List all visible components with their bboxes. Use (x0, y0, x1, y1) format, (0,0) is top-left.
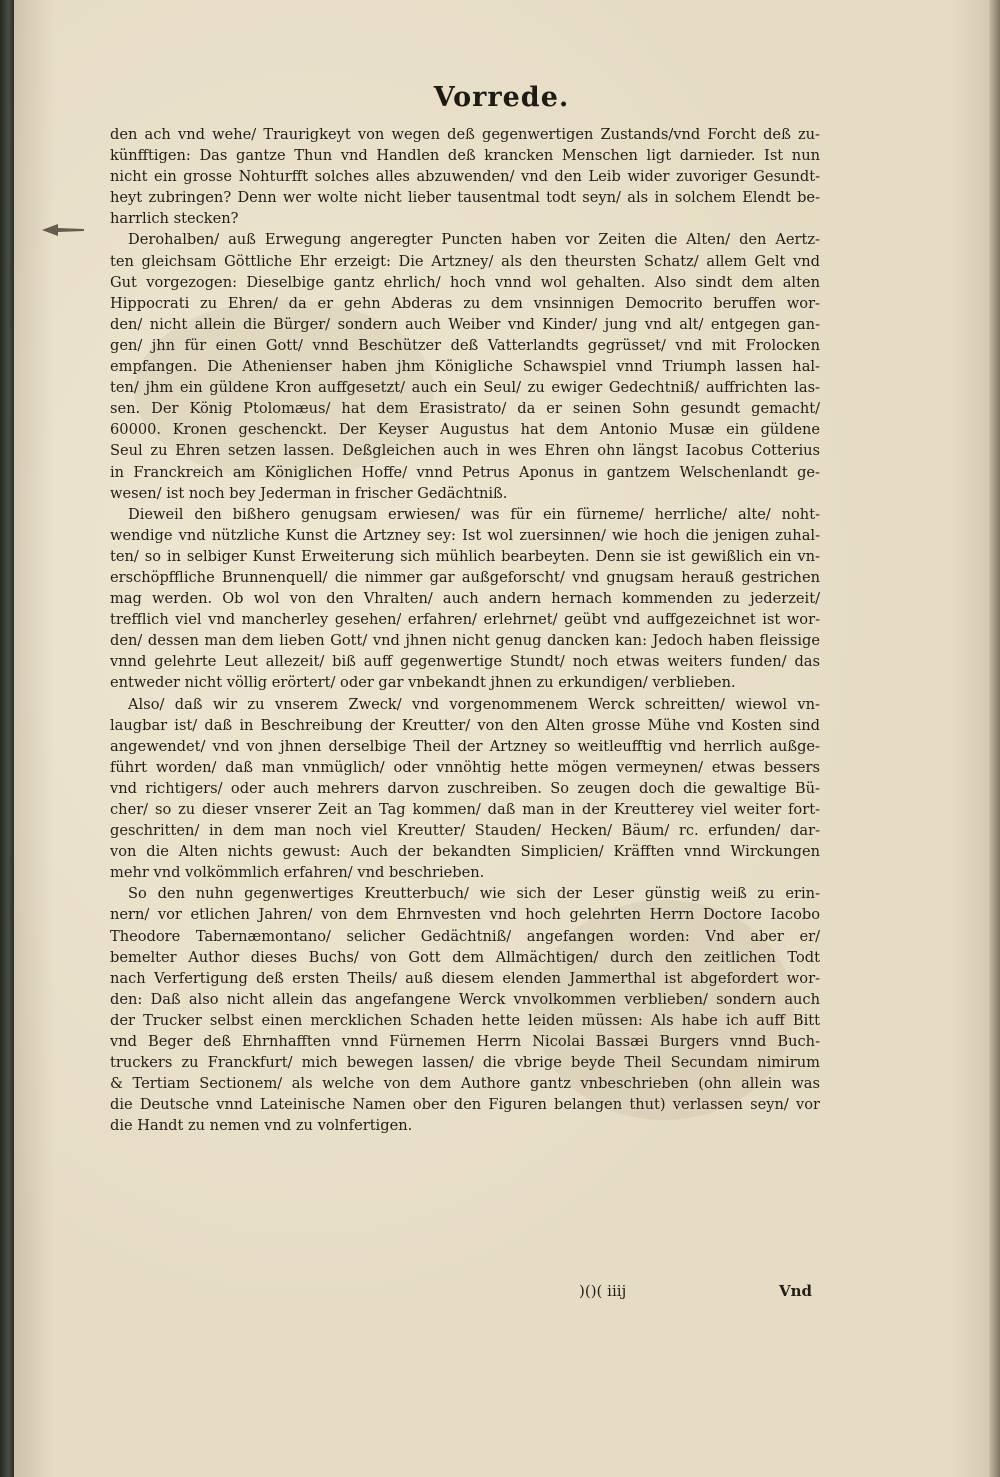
text-line: die Handt zu nemen vnd zu volnfertigen. (110, 1117, 413, 1135)
text-line: den ach vnd wehe/ Traurigkeyt von wegen deß gegenwertigen Zustands/vnd Forcht deß zu- (110, 126, 820, 143)
text-line: führt worden/ daß man vnmüglich/ oder vnnöhtig hette mögen vermeynen/ etwas bessers (110, 758, 820, 776)
text-line: mag werden. Ob wol von den Vhralten/ auch andern hernach kommenden zu jederzeit/ (110, 590, 820, 608)
text-line: harrlich stecken? (110, 210, 239, 228)
text-line: künfftigen: Das gantze Thun vnd Handlen deß krancken Menschen ligt darnieder. Ist nun (110, 147, 820, 165)
text-line: ten/ jhm ein güldene Kron auffgesetzt/ auch ein Seul/ zu ewiger Gedechtniß/ auffrichten las- (110, 379, 820, 397)
text-line: ten/ so in selbiger Kunst Erweiterung sich mühlich bearbeyten. Denn sie ist gewißlich ein vn- (110, 547, 820, 565)
text-line: bemelter Author dieses Buchs/ von Gott dem Allmächtigen/ durch den zeitlichen Todt (110, 948, 820, 966)
page-footer (14, 1282, 989, 1306)
catchword: Vnd (779, 1282, 813, 1300)
text-line: trefflich viel vnd mancherley gesehen/ erfahren/ erlehrnet/ geübt vnd auffgezeichnet ist wor- (110, 611, 820, 629)
text-line: wesen/ ist noch bey Jederman in frischer Gedächtniß. (110, 484, 508, 502)
text-line: laugbar ist/ daß in Beschreibung der Kreutter/ von den Alten grosse Mühe vnd Kosten sind (110, 716, 820, 734)
text-line: Hippocrati zu Ehren/ da er gehn Abderas zu dem vnsinnigen Democrito beruffen wor- (110, 294, 820, 312)
text-line: vnnd gelehrte Leut allezeit/ biß auff gegenwertige Stundt/ noch etwas weiters funden/ das (110, 653, 820, 671)
signature-mark: )()( iiij (579, 1282, 627, 1300)
book-spine-edge (0, 0, 14, 1477)
text-line: die Deutsche vnnd Lateinische Namen ober den Figuren belangen thut) verlassen seyn/ vor (110, 1096, 820, 1114)
text-line: heyt zubringen? Denn wer wolte nicht lieber tausentmal todt seyn/ als in solchem Elendt be- (110, 189, 820, 207)
text-line: in Franckreich am Königlichen Hoffe/ vnnd Petrus Aponus in gantzem Welschenlandt ge- (110, 463, 820, 481)
text-line: truckers zu Franckfurt/ mich bewegen lassen/ die vbrige beyde Theil Secundam nimirum (110, 1054, 820, 1072)
text-line: nicht ein grosse Nohturfft solches alles abzuwenden/ vnd den Leib wider zuvoriger Gesundt- (110, 168, 820, 186)
text-line: den/ dessen man dem lieben Gott/ vnd jhnen nicht genug dancken kan: Jedoch haben fleissige (110, 632, 820, 650)
text-line: gen/ jhn für einen Gott/ vnnd Beschützer deß Vatterlandts gegrüsset/ vnd mit Frolocken (110, 336, 820, 354)
page-edge-shadow (989, 0, 1000, 1477)
text-line: Dieweil den bißhero genugsam erwiesen/ was für ein fürneme/ herrliche/ alte/ noht- (128, 505, 820, 523)
text-line: geschritten/ in dem man noch viel Kreutter/ Stauden/ Hecken/ Bäum/ rc. erfunden/ dar- (110, 822, 820, 840)
text-line: entweder nicht völlig erörtert/ oder gar vnbekandt jhnen zu erkundigen/ verblieben. (110, 674, 736, 692)
text-line: mehr vnd volkömmlich erfahren/ vnd beschrieben. (110, 864, 485, 882)
text-line: erschöpffliche Brunnenquell/ die nimmer gar außgeforscht/ vnd gnugsam herauß gestrichen (110, 568, 820, 586)
text-line: & Tertiam Sectionem/ als welche von dem Authore gantz vnbeschrieben (ohn allein was (110, 1075, 820, 1093)
text-line: ten gleichsam Göttliche Ehr erzeigt: Die Artzney/ als den theursten Schatz/ allem Gelt vnd (110, 252, 820, 270)
text-line: sen. Der König Ptolomæus/ hat dem Erasistrato/ da er seinen Sohn gesundt gemacht/ (110, 400, 820, 418)
text-line: vnd richtigers/ oder auch mehrers darvon zuschreiben. So zeugen doch die gewaltige Bü- (110, 779, 820, 797)
manicule-pointer-icon (40, 220, 88, 240)
text-line: wendige vnd nützliche Kunst die Artzney sey: Ist wol zuersinnen/ wie hoch die jenigen zuhal- (110, 526, 820, 544)
text-line: von die Alten nichts gewust: Auch der bekandten Simplicien/ Kräfften vnnd Wirckungen (110, 843, 820, 861)
text-line: cher/ so zu dieser vnserer Zeit an Tag kommen/ daß man in der Kreutterey viel weiter fort- (110, 801, 820, 818)
text-line: Theodore Tabernæmontano/ selicher Gedächtniß/ angefangen worden: Vnd aber er/ (110, 927, 820, 945)
text-line: den/ nicht allein die Bürger/ sondern auch Weiber vnd Kinder/ jung vnd alt/ entgegen gan- (110, 315, 820, 333)
page-header: Vorrede. (433, 82, 570, 113)
text-line: den: Daß also nicht allein das angefangene Werck vnvolkommen verblieben/ sondern auch (110, 990, 820, 1008)
text-line: 60000. Kronen geschenckt. Der Keyser Augustus hat dem Antonio Musæ ein güldene (110, 421, 820, 439)
text-line: Gut vorgezogen: Dieselbige gantz ehrlich/ hoch vnnd wol gehalten. Also sindt dem alten (110, 273, 820, 291)
text-line: Derohalben/ auß Erwegung angeregter Puncten haben vor Zeiten die Alten/ den Aertz- (128, 231, 820, 249)
text-line: vnd Beger deß Ehrnhafften vnnd Fürnemen Herrn Nicolai Bassæi Burgers vnnd Buch- (110, 1033, 820, 1051)
text-line: So den nuhn gegenwertiges Kreutterbuch/ wie sich der Leser günstig weiß zu erin- (128, 885, 820, 903)
text-line: der Trucker selbst einen mercklichen Schaden hette leiden müssen: Als habe ich auff Bitt (110, 1011, 820, 1029)
book-page (14, 0, 989, 1477)
text-line: nern/ vor etlichen Jahren/ von dem Ehrnvesten vnd hoch gelehrten Herrn Doctore Iacobo (110, 906, 820, 924)
text-line: nach Verfertigung deß ersten Theils/ auß diesem elenden Jammerthal ist abgefordert wor- (110, 969, 820, 987)
body-text (110, 124, 820, 1137)
text-line: empfangen. Die Athenienser haben jhm Königliche Schawspiel vnnd Triumph lassen hal- (110, 358, 820, 376)
text-line: Seul zu Ehren setzen lassen. Deßgleichen auch in wes Ehren ohn längst Iacobus Cotterius (110, 442, 820, 460)
text-line: Also/ daß wir zu vnserem Zweck/ vnd vorgenommenem Werck schreitten/ wiewol vn- (128, 695, 820, 713)
text-line: angewendet/ vnd von jhnen derselbige Theil der Artzney so weitleufftig vnd herrlich außge- (110, 737, 820, 755)
